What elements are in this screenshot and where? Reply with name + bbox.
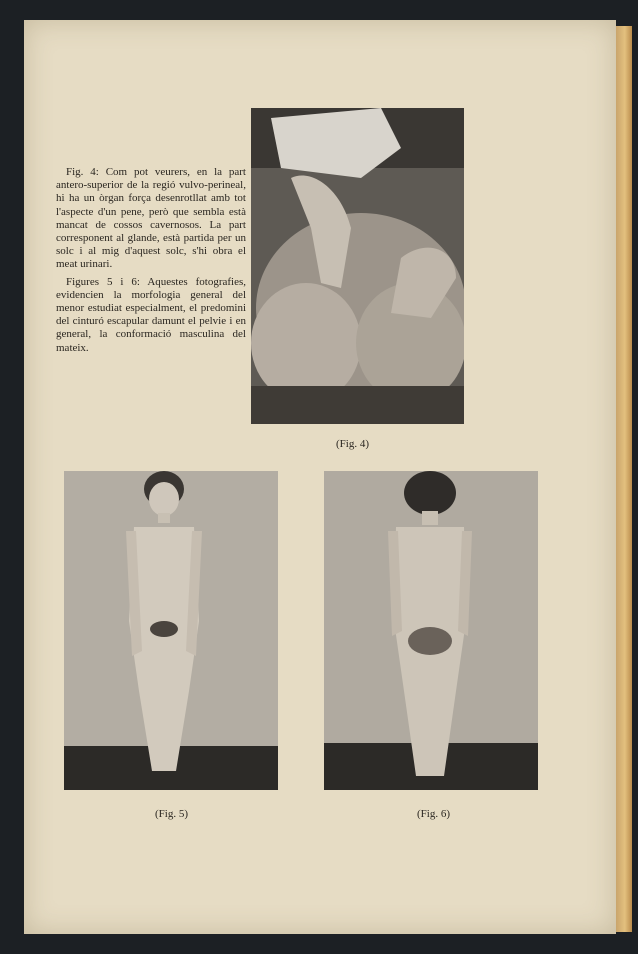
figure-4-photo: [251, 108, 464, 424]
figure-caption-text: [56, 166, 246, 359]
caption-paragraph-fig4: Fig. 4: Com pot veurers, en la part antero-superior de la regió vulvo-perineal, hi ha un òrgan força desenrotllat amb tot l'aspecte d'un pene, però que sembla està mancat de cossos cavernosos. La part corresponent al glande, està partida per un solc i al mig d'aquest solc, s'hi obra el meat urinari.: [56, 166, 246, 271]
figure-5-photo: [64, 471, 278, 790]
page-edge: [616, 26, 632, 932]
figure-4-label: (Fig. 4): [336, 438, 369, 450]
figure-5-label: (Fig. 5): [155, 808, 188, 820]
caption-paragraph-fig5-6: Figures 5 i 6: Aquestes fotografies, evidencien la morfologia general del menor estudiat especialment, el predomini del cinturó escapular damunt el pelvie i en general, la conformació masculina del mateix.: [56, 275, 246, 354]
figure-6-photo: [324, 471, 538, 790]
figure-6-label: (Fig. 6): [417, 808, 450, 820]
